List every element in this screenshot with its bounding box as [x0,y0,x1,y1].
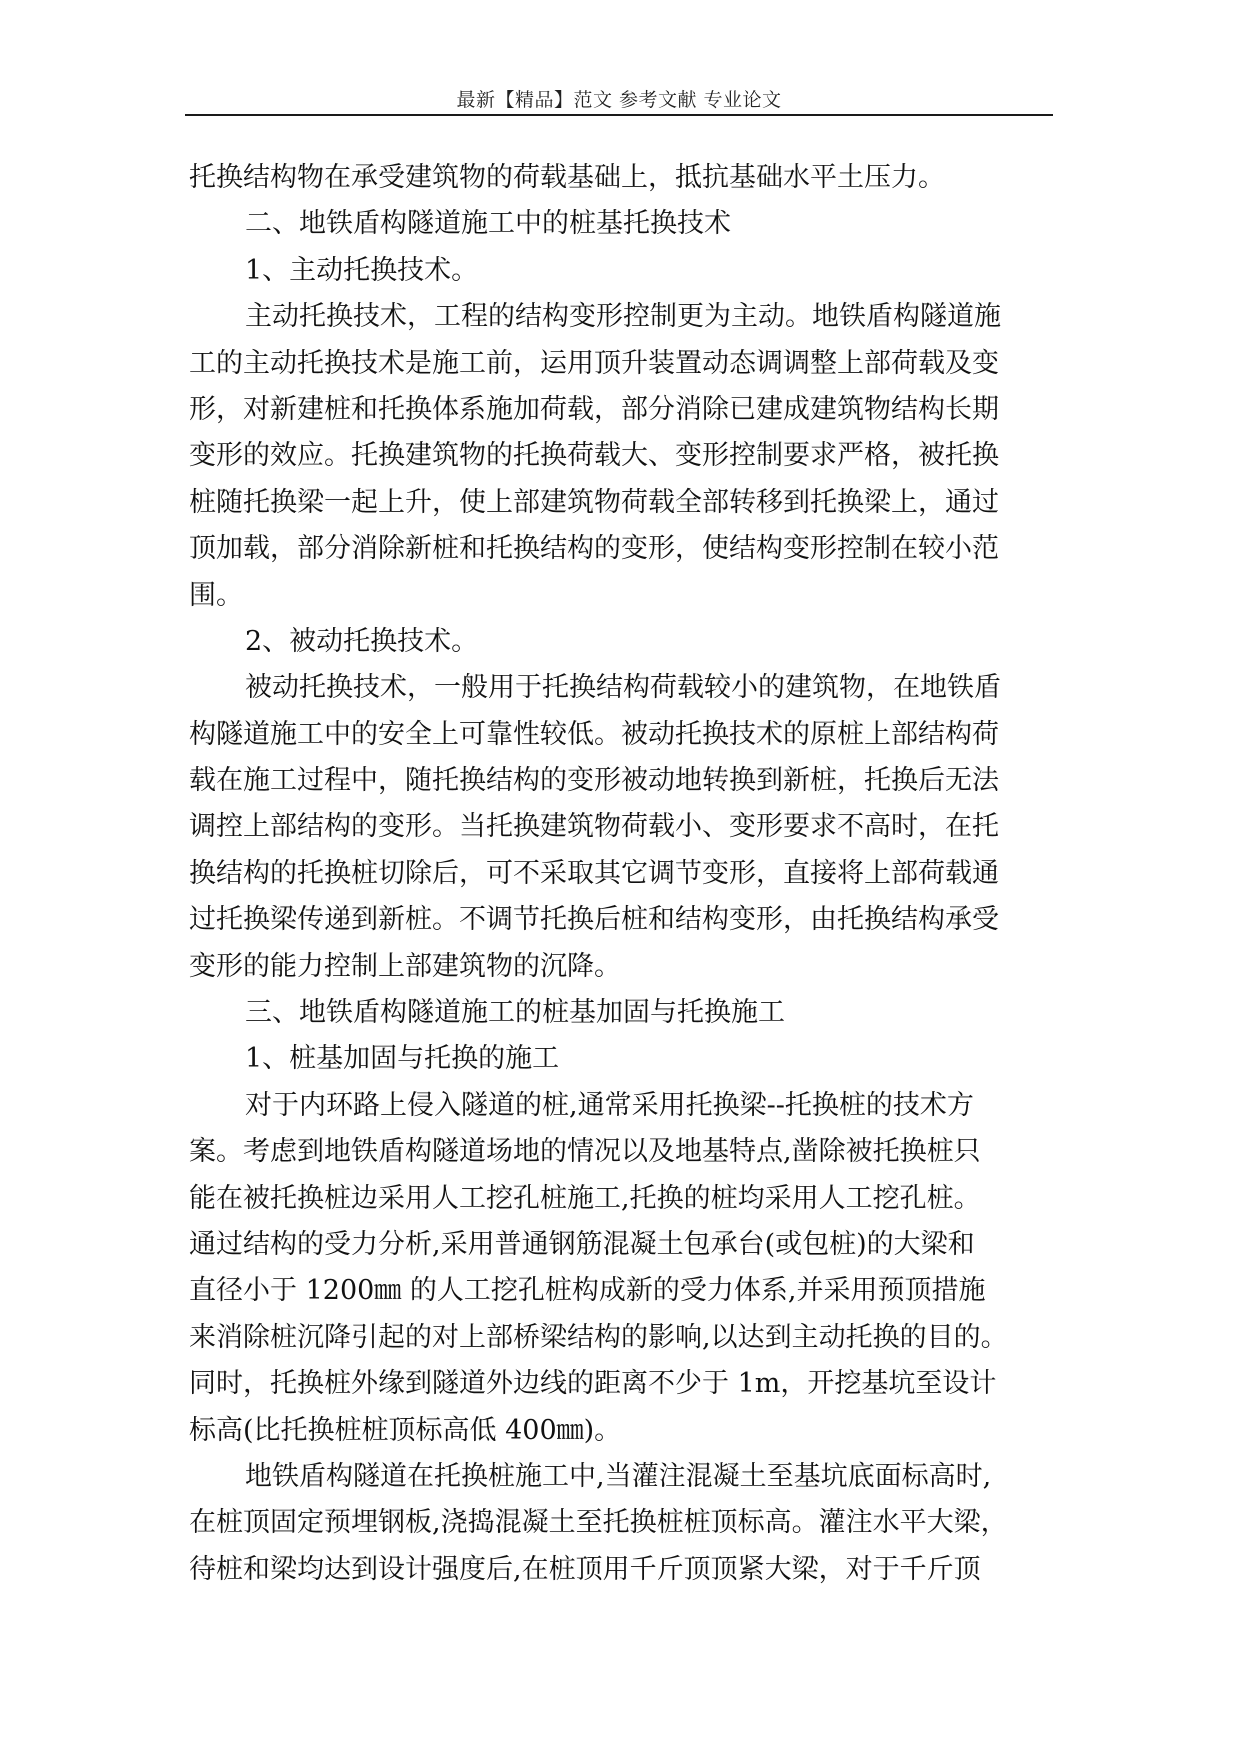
text-line: 通过结构的受力分析,采用普通钢筋混凝土包承台(或包桩)的大梁和 [189,1228,975,1260]
text-line: 顶加载，部分消除新桩和托换结构的变形，使结构变形控制在较小范 [189,533,999,565]
text-line: 被动托换技术，一般用于托换结构荷载较小的建筑物，在地铁盾 [245,672,1001,704]
text-line: 托换结构物在承受建筑物的荷载基础上，抵抗基础水平土压力。 [189,162,945,193]
text-line: 在桩顶固定预埋钢板,浇捣混凝土至托换桩桩顶标高。灌注水平大梁， [189,1507,1008,1539]
document-body [189,155,1061,1593]
text-line: 地铁盾构隧道在托换桩施工中,当灌注混凝土至基坑底面标高时, [245,1460,992,1492]
text-line: 对于内环路上侵入隧道的桩,通常采用托换梁--托换桩的技术方 [245,1089,974,1121]
text-line: 换结构的托换桩切除后，可不采取其它调节变形，直接将上部荷载通 [189,857,999,889]
subsection-heading: 1、桩基加固与托换的施工 [245,1043,560,1075]
text-line: 同时，托换桩外缘到隧道外边线的距离不少于 1m，开挖基坑至设计 [189,1368,997,1400]
text-line: 围。 [189,579,243,611]
text-line: 待桩和梁均达到设计强度后,在桩顶用千斤顶顶紧大梁，对于千斤顶 [189,1553,981,1585]
text-line: 桩随托换梁一起上升，使上部建筑物荷载全部转移到托换梁上，通过 [189,486,999,518]
text-line: 标高(比托换桩桩顶标高低 400㎜)。 [189,1414,622,1446]
subsection-heading: 1、主动托换技术。 [245,254,479,286]
page-header: 最新【精品】范文 参考文献 专业论文 [456,89,782,111]
text-line: 来消除桩沉降引起的对上部桥梁结构的影响,以达到主动托换的目的。 [189,1321,1008,1353]
text-line: 案。考虑到地铁盾构隧道场地的情况以及地基特点,凿除被托换桩只 [189,1136,981,1168]
text-line: 主动托换技术，工程的结构变形控制更为主动。地铁盾构隧道施 [245,301,1001,333]
subsection-heading: 2、被动托换技术。 [245,625,479,657]
text-line: 过托换梁传递到新桩。不调节托换后桩和结构变形，由托换结构承受 [189,904,999,936]
text-line: 能在被托换桩边采用人工挖孔桩施工,托换的桩均采用人工挖孔桩。 [189,1182,981,1214]
text-line: 构隧道施工中的安全上可靠性较低。被动托换技术的原桩上部结构荷 [189,718,999,750]
text-line: 工的主动托换技术是施工前，运用顶升装置动态调调整上部荷载及变 [189,347,999,379]
section-heading: 二、地铁盾构隧道施工中的桩基托换技术 [245,208,731,240]
text-line: 载在施工过程中，随托换结构的变形被动地转换到新桩，托换后无法 [189,765,999,797]
header-rule [185,114,1053,116]
text-line: 变形的效应。托换建筑物的托换荷载大、变形控制要求严格，被托换 [189,440,999,472]
text-line: 调控上部结构的变形。当托换建筑物荷载小、变形要求不高时，在托 [189,811,999,843]
text-line: 变形的能力控制上部建筑物的沉降。 [189,950,621,982]
section-heading: 三、地铁盾构隧道施工的桩基加固与托换施工 [245,997,785,1029]
text-line: 形，对新建桩和托换体系施加荷载，部分消除已建成建筑物结构长期 [189,393,999,425]
text-line: 直径小于 1200㎜ 的人工挖孔桩构成新的受力体系,并采用预顶措施 [189,1275,986,1307]
